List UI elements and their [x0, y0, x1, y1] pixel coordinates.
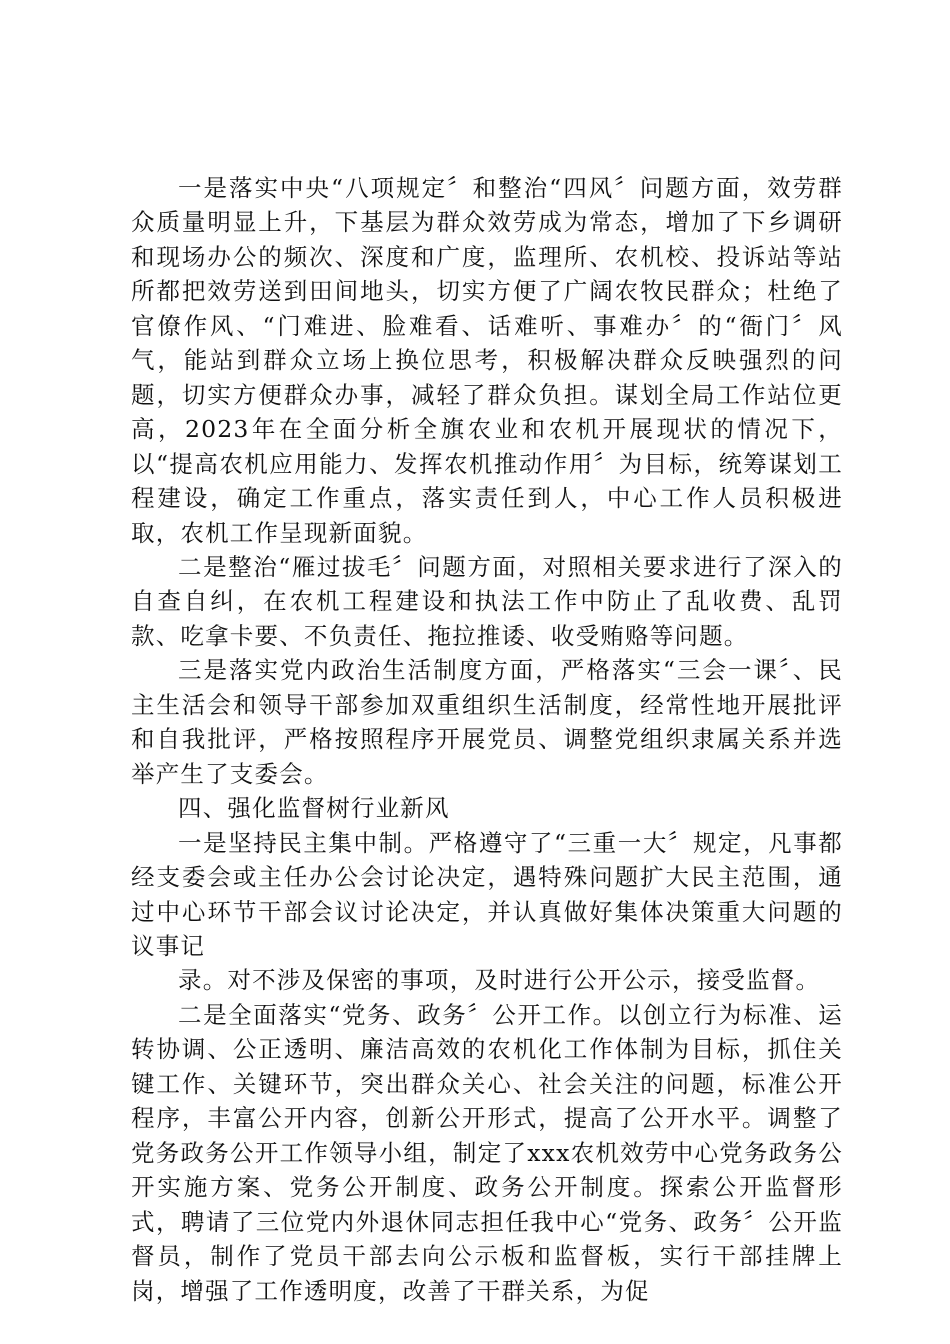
paragraph-open-affairs: 二是全面落实“党务、政务〞公开工作。以创立行为标准、运转协调、公正透明、廉洁高效的农机化工作体制为目标，抓住关键工作、关键环节，突出群众关心、社会关注的问题，标准公开程序，丰富公开内容，创新公开形式，提高了公开水平。调整了党务政务公开工作领导小组，制定了xxx农机效劳中心党务政务公开实施方案、党务公开制度、政务公开制度。探索公开监督形式，聘请了三位党内外退休同志担任我中心“党务、政务〞公开监督员，制作了党员干部去向公示板和监督板，实行干部挂牌上岗，增强了工作透明度，改善了干群关系，为促 [131, 1000, 843, 1305]
section-heading-supervision: 四、强化监督树行业新风 [178, 794, 450, 823]
paragraph-party-life-system: 三是落实党内政治生活制度方面，严格落实“三会一课〞、民主生活会和领导干部参加双重组织生活制度，经常性地开展批评和自我批评，严格按照程序开展党员、调整党组织隶属关系并选举产生了支委会。 [131, 656, 843, 788]
paragraph-record-continuation: 录。对不涉及保密的事项，及时进行公开公示，接受监督。 [178, 966, 821, 995]
paragraph-democratic-centralism: 一是坚持民主集中制。严格遵守了“三重一大〞规定，凡事都经支委会或主任办公会讨论决定，遇特殊问题扩大民主范围，通过中心环节干部会议讨论决定，并认真做好集体决策重大问题的议事记 [131, 828, 843, 960]
paragraph-eight-rules: 一是落实中央“八项规定〞和整治“四风〞问题方面，效劳群众质量明显上升，下基层为群众效劳成为常态，增加了下乡调研和现场办公的频次、深度和广度，监理所、农机校、投诉站等站所都把效劳送到田间地头，切实方便了广阔农牧民群众；杜绝了官僚作风、“门难进、脸难看、话难听、事难办〞的“衙门〞风气，能站到群众立场上换位思考，积极解决群众反映强烈的问题，切实方便群众办事，减轻了群众负担。谋划全局工作站位更高，2023年在全面分析全旗农业和农机开展现状的情况下，以“提高农机应用能力、发挥农机推动作用〞为目标，统筹谋划工程建设，确定工作重点，落实责任到人，中心工作人员积极进取，农机工作呈现新面貌。 [131, 174, 843, 547]
document-body [131, 171, 843, 1308]
paragraph-rectify-extortion: 二是整治“雁过拔毛〞问题方面，对照相关要求进行了深入的自查自纠，在农机工程建设和执法工作中防止了乱收费、乱罚款、吃拿卡要、不负责任、拖拉推诿、收受贿赂等问题。 [131, 552, 843, 650]
